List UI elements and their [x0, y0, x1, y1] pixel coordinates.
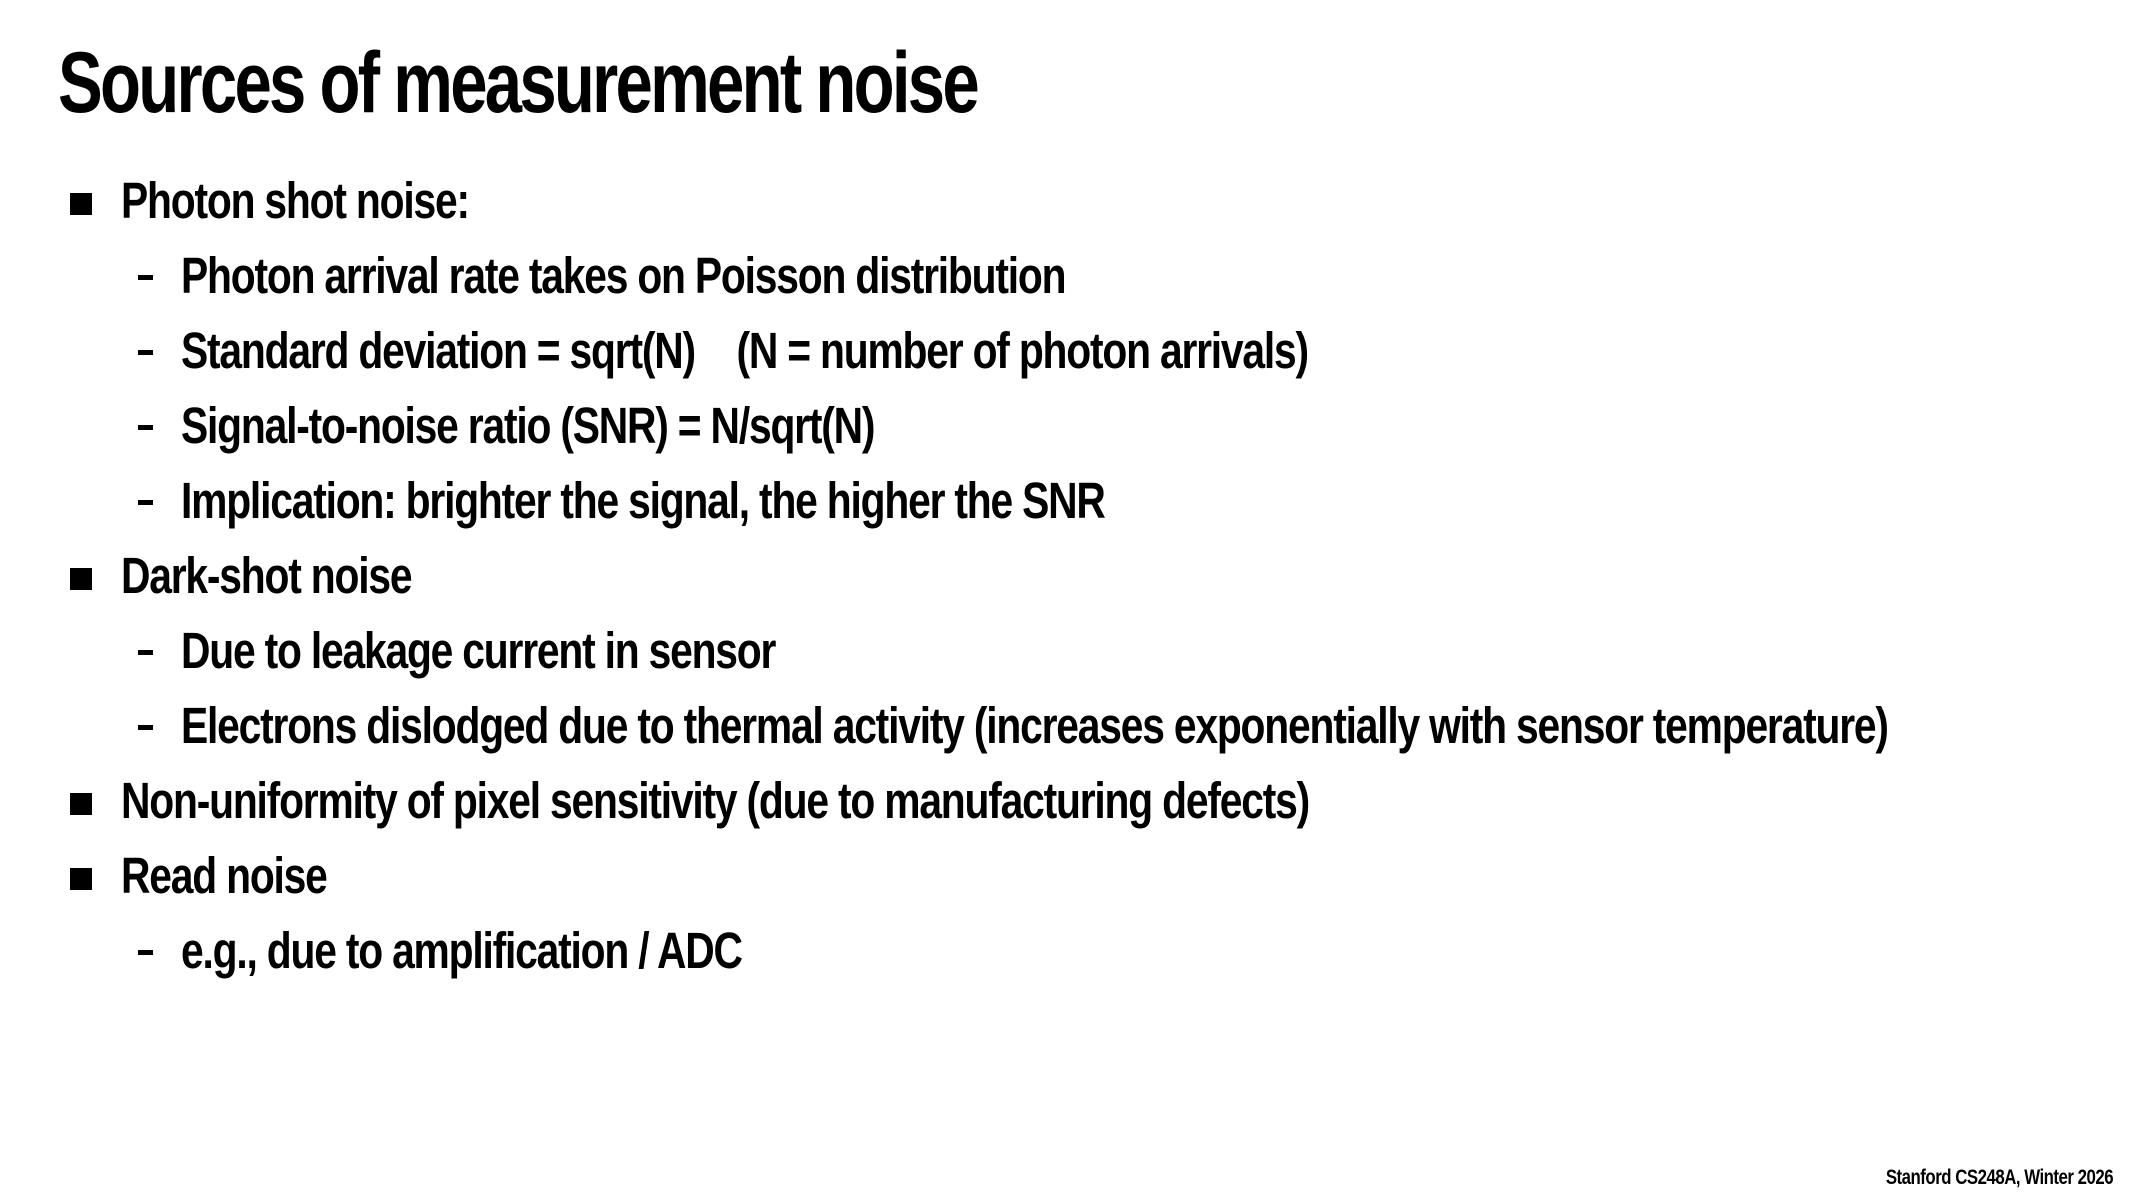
bullet-text: Read noise: [121, 847, 327, 904]
bullet-item: [0, 164, 2133, 239]
sub-bullet-text: Due to leakage current in sensor: [181, 622, 776, 679]
square-bullet-icon: [70, 868, 92, 890]
slide-footer: Stanford CS248A, Winter 2026: [1885, 1166, 2113, 1189]
bullet-list: [0, 164, 2133, 989]
sub-bullet-main-text: Standard deviation = sqrt(N): [181, 322, 695, 379]
sub-bullet-text: Signal-to-noise ratio (SNR) = N/sqrt(N): [181, 397, 875, 454]
bullet-item: [0, 764, 2133, 839]
sub-bullet-text: Photon arrival rate takes on Poisson distribution: [181, 247, 1066, 304]
dash-bullet-icon: [138, 425, 153, 430]
bullet-item: [0, 839, 2133, 914]
sub-bullet-item: [0, 314, 2133, 389]
dash-bullet-icon: [138, 650, 153, 655]
square-bullet-icon: [70, 793, 92, 815]
square-bullet-icon: [70, 568, 92, 590]
dash-bullet-icon: [138, 725, 153, 730]
bullet-text: Dark-shot noise: [121, 547, 412, 604]
sub-bullet-item: [0, 614, 2133, 689]
sub-bullet-note: (N = number of photon arrivals): [736, 322, 1308, 379]
sub-bullet-item: [0, 389, 2133, 464]
sub-bullet-item: [0, 464, 2133, 539]
bullet-item: [0, 539, 2133, 614]
dash-bullet-icon: [138, 950, 153, 955]
dash-bullet-icon: [138, 350, 153, 355]
sub-bullet-text: Electrons dislodged due to thermal activity (increases exponentially with sensor temperature): [181, 697, 1888, 754]
square-bullet-icon: [70, 193, 92, 215]
bullet-text: Photon shot noise:: [121, 172, 469, 229]
sub-bullet-text: Implication: brighter the signal, the higher the SNR: [181, 472, 1105, 529]
sub-bullet-item: [0, 914, 2133, 989]
sub-bullet-item: [0, 689, 2133, 764]
dash-bullet-icon: [138, 500, 153, 505]
dash-bullet-icon: [138, 275, 153, 280]
sub-bullet-text: [181, 318, 1308, 384]
bullet-text: Non-uniformity of pixel sensitivity (due to manufacturing defects): [121, 772, 1309, 829]
sub-bullet-item: [0, 239, 2133, 314]
slide-title: Sources of measurement noise: [58, 35, 977, 131]
sub-bullet-text: e.g., due to amplification / ADC: [181, 922, 742, 979]
